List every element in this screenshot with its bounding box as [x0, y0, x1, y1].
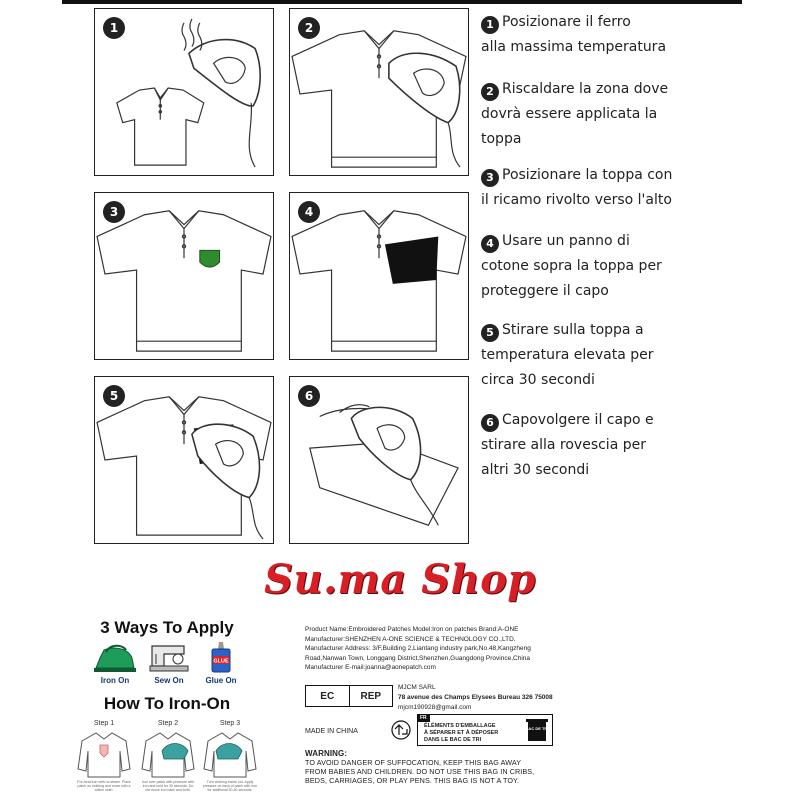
glue-on-method [198, 640, 244, 685]
step-number-badge: 1 [481, 16, 499, 34]
rep-line: mjcm190928@gmail.com [398, 704, 472, 711]
how-step-label: Step 1 [93, 720, 115, 727]
warning-line: BEDS, CARRIAGES, OR PLAY PENS. THIS BAG IS NOT A TOY. [305, 776, 520, 785]
step-text-line: Stirare sulla toppa a [502, 322, 644, 338]
step-text-line: Usare un panno di [502, 233, 630, 249]
warning-line: FROM BABIES AND CHILDREN. DO NOT USE THIS BAG IN CRIBS, [305, 767, 535, 776]
how-step-1 [76, 720, 132, 792]
instruction-step-5 [481, 318, 721, 393]
step-panel-4 [289, 192, 469, 360]
step-panel-5 [94, 376, 274, 544]
way-label: Sew On [154, 676, 184, 685]
panel-number-4: 4 [298, 201, 320, 223]
rep-line: 78 avenue des Champs Elysees Bureau 326 75008 [398, 694, 553, 701]
sew-on-method [146, 640, 192, 685]
product-label [305, 625, 595, 800]
panel-number-2: 2 [298, 17, 320, 39]
svg-text:GLUE: GLUE [213, 658, 229, 665]
how-step-caption: Pre-heat iron with no steam. Place patch on clothing and cover with a cotton cloth. [77, 780, 131, 792]
ways-icons [88, 640, 248, 684]
ec-rep-symbol [305, 685, 393, 707]
how-step-caption: Iron over patch with pressure with iron and hold for 30 seconds. Do not move iron back and forth. [141, 780, 195, 792]
step-text-line: Posizionare la toppa con [502, 167, 673, 183]
how-to-title: How To Iron-On [103, 694, 231, 713]
product-info [305, 625, 595, 673]
how-step-2 [140, 720, 196, 792]
step-number-badge: 4 [481, 235, 499, 253]
step-text-line: stirare alla rovescia per [481, 437, 646, 453]
fr-tag: FR [417, 714, 430, 722]
glue-bottle-icon [198, 640, 244, 674]
sweater-inside-out-icon [202, 727, 258, 779]
warning-title: WARNING: [305, 749, 348, 758]
suffocation-warning [305, 749, 595, 785]
way-label: Iron On [100, 676, 130, 685]
representative-info [398, 683, 598, 713]
shop-name: Su.ma Shop [264, 556, 536, 603]
rep-text: REP [360, 690, 382, 702]
info-line: Road,Nanwan Town, Longgang District,Shenzhen,Guangdong Province,China [305, 654, 530, 662]
step-text-line: circa 30 secondi [481, 372, 595, 388]
instruction-step-6 [481, 408, 721, 483]
step-panel-2 [289, 8, 469, 176]
instruction-step-1 [481, 10, 721, 60]
step-panel-6 [289, 376, 469, 544]
step-panel-1 [94, 8, 274, 176]
instruction-step-2 [481, 77, 721, 152]
step-text-line: alla massima temperatura [481, 39, 667, 55]
way-label: Glue On [205, 676, 237, 685]
fr-line: DANS LE BAC DE TRI [424, 737, 482, 743]
step-text-line: cotone sopra la toppa per [481, 258, 662, 274]
step-number-badge: 5 [481, 324, 499, 342]
sweater-ironing-icon [140, 727, 196, 779]
triman-recycle-icon [387, 719, 415, 741]
how-step-label: Step 2 [157, 720, 179, 727]
cotone-cloth-shape [385, 236, 438, 283]
panel-number-5: 5 [103, 385, 125, 407]
ways-title: 3 Ways To Apply [100, 618, 234, 637]
iron-icon [92, 640, 138, 674]
step-text-line: Riscaldare la zona dove [502, 81, 669, 97]
info-line: Manufacturer E-mail:joanna@aonepatch.com [305, 664, 436, 671]
rep-line: MJCM SARL [398, 684, 436, 691]
patch-shield-icon [200, 250, 220, 267]
warning-line: TO AVOID DANGER OF SUFFOCATION, KEEP THIS BAG AWAY [305, 758, 522, 767]
panel-number-1: 1 [103, 17, 125, 39]
how-to-steps [74, 720, 260, 800]
instruction-step-3 [481, 163, 721, 213]
panel-number-6: 6 [298, 385, 320, 407]
panel-number-3: 3 [103, 201, 125, 223]
step-text-line: proteggere il capo [481, 283, 609, 299]
instruction-step-4 [481, 229, 721, 304]
sweater-icon [76, 727, 132, 779]
how-step-3 [202, 720, 258, 792]
ec-text: EC [306, 686, 350, 706]
step-number-badge: 3 [481, 169, 499, 187]
svg-text:BAC DE TRI: BAC DE TRI [525, 726, 549, 731]
fr-line: À SÉPARER ET À DÉPOSER [424, 730, 499, 736]
step-text-line: toppa [481, 131, 522, 147]
step-text-line: altri 30 secondi [481, 462, 590, 478]
info-line: Manufacturer Address: 3/F,Building 2,Liantang industry park,No.48,Kangzheng [305, 645, 531, 652]
info-line: Manufacturer:SHENZHEN A-ONE SCIENCE & TECHNOLOGY CO.,LTD. [305, 635, 516, 643]
recycle-bin-icon [525, 717, 549, 743]
step-text-line: dovrà essere applicata la [481, 106, 658, 122]
step-text-line: il ricamo rivolto verso l'alto [481, 192, 672, 208]
step-text-line: temperatura elevata per [481, 347, 654, 363]
how-step-caption: Turn clothing inside out. Apply pressure on back of patch with iron for additional 30-40 seconds. [202, 780, 258, 792]
step-text-line: Capovolgere il capo e [502, 412, 654, 428]
sewing-machine-icon [146, 640, 192, 674]
step-text-line: Posizionare il ferro [502, 14, 631, 30]
iron-on-method [92, 640, 138, 685]
step-number-badge: 2 [481, 83, 499, 101]
how-step-label: Step 3 [219, 720, 241, 727]
info-line: Product Name:Embroidered Patches Model:Iron on patches Brand:A-ONE [305, 626, 519, 633]
fr-line: ÉLÉMENTS D'EMBALLAGE [424, 723, 496, 729]
step-number-badge: 6 [481, 414, 499, 432]
top-border [62, 0, 742, 4]
made-in-china: MADE IN CHINA [305, 728, 358, 735]
step-panel-3 [94, 192, 274, 360]
